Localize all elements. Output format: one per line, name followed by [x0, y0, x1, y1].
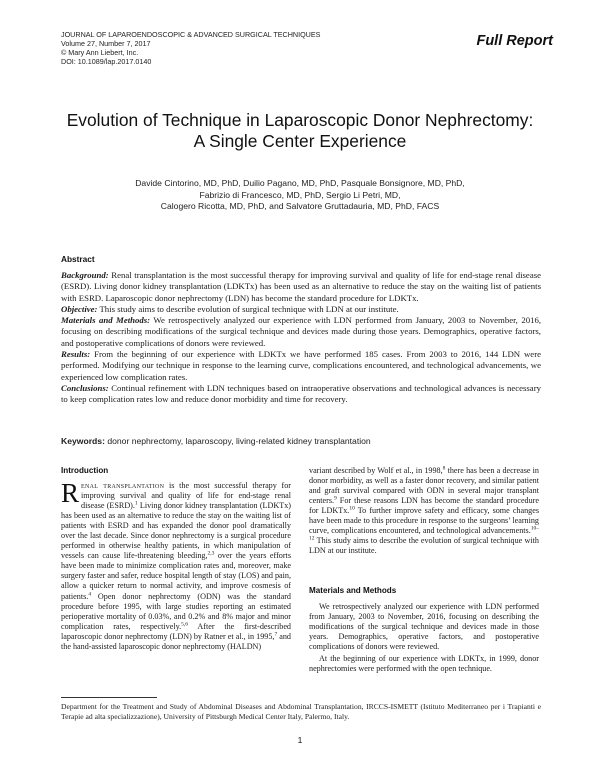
citation: 8: [442, 465, 446, 472]
keywords-label: Keywords:: [61, 436, 105, 446]
introduction-left-column: [61, 478, 291, 652]
intro-text-5: After the first-described laparoscopic donor nephrectomy (LDN) by Ratner et al., in 1995,: [61, 621, 291, 641]
intro-text-6: and the hand-assisted laparoscopic donor nephrectomy (HALDN): [61, 631, 291, 651]
objective-label: Objective:: [61, 303, 98, 314]
citation: 5,6: [181, 620, 189, 627]
conclusions-label: Conclusions:: [61, 382, 109, 393]
intro-cont-1: variant described by Wolf et al., in 1998,: [309, 466, 443, 475]
abstract-methods: [61, 315, 541, 349]
introduction-paragraph: [61, 478, 291, 652]
background-text: Renal transplantation is the most successful therapy for improving survival and quality of life for end-stage renal disease (ESRD). Living donor kidney transplantation (LDKTx) has been used as an alternative to reduce the stay on the waiting list of patients with ESRD. Laparoscopic donor nephrectomy (LDN) has become the standard procedure for LDKTx.: [61, 270, 541, 303]
keywords-text: donor nephrectomy, laparoscopy, living-related kidney transplantation: [104, 436, 371, 446]
intro-smallcaps: enal transplantation: [81, 481, 165, 490]
methods-text: We retrospectively analyzed our experience with LDN performed from January, 2003 to November, 2016, focusing on describing modifications of the surgical technique and devices made during those years. Demographics, operative factors, and postoperative complications of donors were reviewed.: [61, 315, 542, 348]
citation: 10–12: [309, 525, 539, 542]
title-line-1: Evolution of Technique in Laparoscopic Donor Nephrectomy:: [66, 110, 534, 130]
citation: 9: [334, 495, 337, 502]
authors-line-3: Calogero Ricotta, MD, PhD, and Salvatore Gruttadauria, MD, PhD, FACS: [160, 201, 440, 212]
footnote-divider: [61, 697, 157, 698]
citation: 10: [349, 505, 355, 512]
intro-cont-4: To further improve safety and efficacy, some changes have been made to this procedure in response to the surgeons’ learning curve, complications encountered, and technological advancements.: [309, 506, 539, 536]
abstract-conclusions: [61, 383, 541, 406]
methods-column: [309, 602, 539, 674]
journal-name: JOURNAL OF LAPAROENDOSCOPIC & ADVANCED SURGICAL TECHNIQUES: [61, 30, 321, 39]
drop-cap: R: [61, 478, 80, 508]
journal-copyright: © Mary Ann Liebert, Inc.: [61, 48, 139, 57]
objective-text: This study aims to describe evolution of surgical technique with LDN at our institute.: [97, 303, 399, 314]
methods-heading: Materials and Methods: [309, 586, 397, 595]
paper-title: [40, 110, 560, 152]
citation: 1: [134, 500, 138, 507]
methods-paragraph-2: At the beginning of our experience with LDKTx, in 1999, donor nephrectomies were performed with the open technique.: [309, 654, 539, 674]
intro-cont-2: there has been a decrease in donor morbidity, as well as a faster donor recovery, and similar patient and graft survival compared with ODN in several major transplant centers.: [309, 466, 539, 506]
author-list: [60, 178, 540, 213]
authors-line-2: Fabrizio di Francesco, MD, PhD, Sergio Li Petri, MD,: [199, 189, 401, 200]
document-type: Full Report: [476, 33, 553, 49]
abstract-body: [61, 270, 541, 406]
intro-cont-5: This study aims to describe the evolution of surgical technique with LDN at our institute.: [309, 536, 539, 556]
introduction-continued: [309, 466, 539, 556]
journal-doi: DOI: 10.1089/lap.2017.0140: [61, 57, 152, 66]
background-label: Background:: [61, 270, 109, 280]
title-line-2: A Single Center Experience: [193, 131, 407, 151]
journal-info: [61, 30, 381, 66]
methods-paragraph-1: We retrospectively analyzed our experience with LDN performed from January, 2003 to November, 2016, focusing on describing the modifications of the surgical technique and devices made in those years. Demographics, operative factors, and postoperative complications of donors were reviewed.: [309, 602, 539, 652]
authors-line-1: Davide Cintorino, MD, PhD, Duilio Pagano, MD, PhD, Pasquale Bonsignore, MD, PhD,: [135, 178, 465, 188]
introduction-heading: Introduction: [61, 466, 109, 475]
citation: 4: [88, 590, 92, 597]
intro-cont-3: For these reasons LDN has become the standard procedure for LDKTx.: [309, 496, 539, 516]
abstract-results: [61, 349, 541, 383]
intro-text-4: Open donor nephrectomy (ODN) was the standard procedure before 1995, with large studies reporting an estimated perioperative mortality of 0.03%, and 0.2% and 8% major and minor complication rates, respectively.: [61, 591, 291, 631]
keywords: [61, 436, 541, 447]
citation: 2,3: [207, 550, 215, 557]
abstract-objective: [61, 304, 541, 315]
results-label: Results:: [61, 349, 91, 360]
affiliation-footnote: Department for the Treatment and Study of Abdominal Diseases and Abdominal Transplantation, IRCCS-ISMETT (Istituto Mediterraneo per i Trapianti e Terapie ad alta specializzazione), University of Pittsburgh Medical Center Italy, Palermo, Italy.: [61, 702, 541, 721]
abstract-heading: Abstract: [61, 254, 95, 264]
methods-label: Materials and Methods:: [61, 315, 151, 326]
abstract-background: [61, 270, 541, 304]
results-text: From the beginning of our experience with LDKTx we have performed 185 cases. From 2003 to 2016, 144 LDN were performed. Modifying our technique in response to the learning curve, complications encountered, and technological advancements, we experienced low complication rates.: [61, 349, 541, 382]
intro-text-1: is the most successful therapy for improving survival and quality of life for end-stage renal disease (ESRD).: [81, 481, 291, 511]
introduction-right-column: [309, 466, 539, 556]
intro-text-3: over the years efforts have been made to minimize complication rates and, moreover, make surgery faster and safer, reduce hospital length of stay (LOS) and pain, allow a quicker return to normal activity, and improve cosmesis of patients.: [61, 551, 291, 601]
conclusions-text: Continual refinement with LDN techniques based on intraoperative observations and technological advances is necessary to keep complication rates low and reduce donor morbidity and time for recovery.: [61, 382, 541, 405]
intro-text-2: Living donor kidney transplantation (LDKTx) has been used as an alternative to reduce the stay on the waiting list of patients with ESRD and has expanded the donor pool dramatically over the last decade. Since donor nephrectomy is a surgical procedure performed in otherwise healthy patients, in which manipulation of vessels can cause life-threatening bleeding,: [61, 501, 291, 561]
journal-volume: Volume 27, Number 7, 2017: [61, 39, 151, 48]
citation: 7: [274, 630, 278, 637]
page-number: 1: [297, 735, 303, 745]
